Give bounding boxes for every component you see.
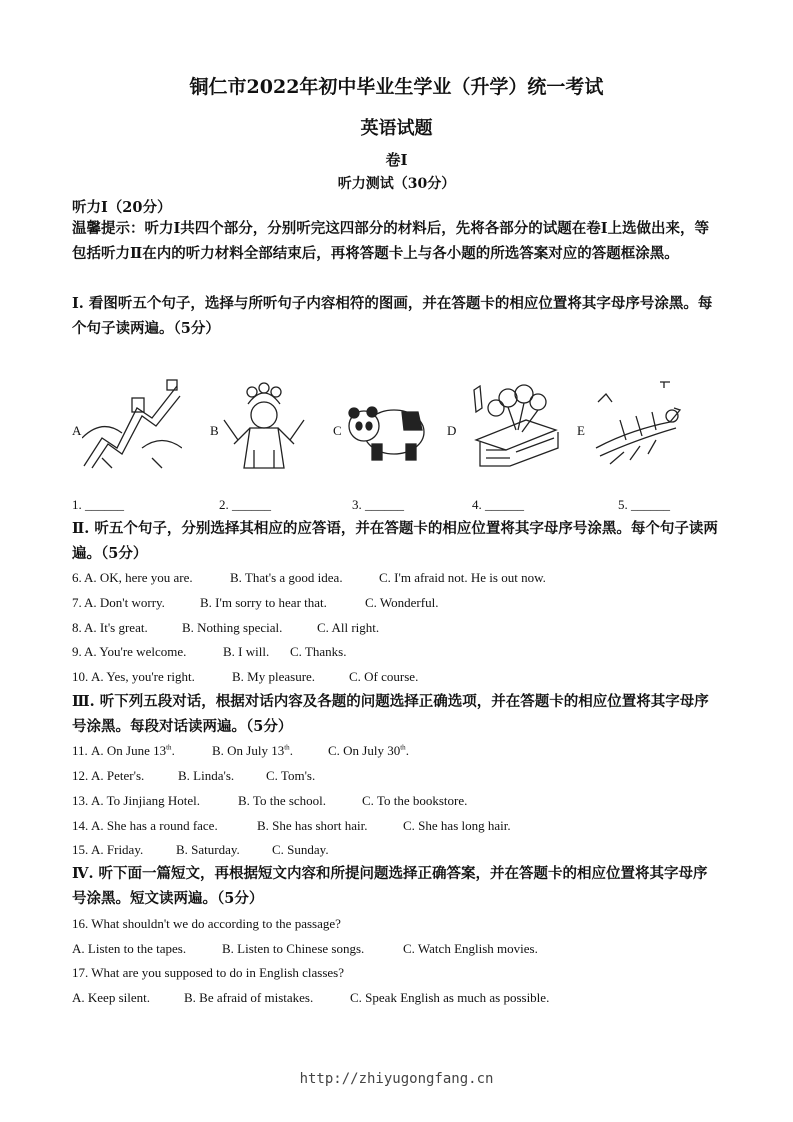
option-b[interactable]: B. She has short hair.	[257, 818, 368, 833]
section1-instruction: Ⅰ. 看图听五个句子，选择与所听句子内容相符的图画，并在答题卡的相应位置将其字母序号涂黑。每个句子读两遍。（5分）	[72, 295, 713, 337]
option-c-period: .	[405, 743, 409, 758]
great-wall-icon	[82, 378, 182, 470]
option-b[interactable]: B. Be afraid of mistakes.	[184, 990, 314, 1005]
question-number: 13.	[72, 793, 89, 808]
exam-title: 铜仁市2022年初中毕业生学业（升学）统一考试	[189, 76, 604, 98]
section4-instruction: Ⅳ. 听下面一篇短文，再根据短文内容和所提问题选择正确答案，并在答题卡的相应位置将其字母序号涂黑。短文读两遍。（5分）	[72, 865, 708, 907]
option-c[interactable]: C. Thanks.	[290, 644, 347, 659]
option-b-text: B. On July 13	[212, 743, 285, 758]
option-a-text: A. On June 13	[91, 743, 167, 758]
option-b[interactable]: B. Nothing special.	[182, 620, 283, 635]
option-c-sup: th	[400, 743, 406, 752]
section2-instruction: Ⅱ. 听五个句子，分别选择其相应的应答语，并在答题卡的相应位置将其字母序号涂黑。每个句子读两遍。（5分）	[72, 520, 718, 562]
option-a[interactable]: A. Listen to the tapes.	[72, 941, 187, 956]
question-16-options	[72, 941, 538, 957]
option-a[interactable]: A. She has a round face.	[91, 818, 218, 833]
listening-one-heading: 听力Ⅰ（20分）	[72, 199, 172, 216]
option-c[interactable]: C. Watch English movies.	[403, 941, 538, 956]
question-10	[72, 669, 419, 685]
option-a-period: .	[171, 743, 175, 758]
option-b[interactable]: B. That's a good idea.	[230, 570, 343, 585]
question-9	[72, 644, 347, 660]
option-a[interactable]	[91, 743, 175, 759]
option-a[interactable]: A. Yes, you're right.	[91, 669, 195, 684]
blank-2[interactable]: 2. ______	[219, 497, 271, 512]
option-b[interactable]: B. I'm sorry to hear that.	[200, 595, 327, 610]
option-c[interactable]: C. Of course.	[349, 669, 419, 684]
question-7	[72, 595, 439, 611]
picture-label-d: D	[447, 423, 457, 438]
question-13	[72, 793, 468, 809]
option-a[interactable]: A. Keep silent.	[72, 990, 150, 1005]
option-b[interactable]: B. My pleasure.	[232, 669, 316, 684]
option-c[interactable]: C. To the bookstore.	[362, 793, 468, 808]
picture-label-a: A	[72, 423, 82, 438]
option-a[interactable]: A. Don't worry.	[84, 595, 165, 610]
question-8	[72, 620, 380, 636]
tip-paragraph: 温馨提示：听力Ⅰ共四个部分，分别听完这四部分的材料后，先将各部分的试题在卷Ⅰ上选做出来，等包括听力Ⅱ在内的听力材料全部结束后，再将答题卡上与各小题的所选答案对应的答题框涂黑。	[72, 220, 710, 262]
question-number: 11.	[72, 743, 88, 758]
question-number: 15.	[72, 842, 89, 857]
question-6	[72, 570, 546, 586]
option-a-sup: th	[166, 743, 172, 752]
option-c[interactable]: C. Speak English as much as possible.	[350, 990, 550, 1005]
tiananmen-icon	[466, 380, 562, 472]
question-number: 14.	[72, 818, 89, 833]
question-11	[72, 743, 409, 759]
section3-instruction: Ⅲ. 听下列五段对话，根据对话内容及各题的问题选择正确选项，并在答题卡的相应位置将其字母序号涂黑。每段对话读两遍。（5分）	[72, 693, 709, 735]
question-14	[72, 818, 511, 834]
option-b[interactable]: B. Linda's.	[178, 768, 235, 783]
option-c[interactable]: C. Tom's.	[266, 768, 316, 783]
option-b[interactable]: B. To the school.	[238, 793, 327, 808]
option-a[interactable]: A. To Jinjiang Hotel.	[91, 793, 200, 808]
question-17-options	[72, 990, 550, 1006]
option-c[interactable]: C. Sunday.	[272, 842, 329, 857]
option-a[interactable]: A. OK, here you are.	[84, 570, 193, 585]
option-b[interactable]: B. Saturday.	[176, 842, 240, 857]
question-number: 9.	[72, 644, 82, 659]
footer-url[interactable]: http://zhiyugongfang.cn	[299, 1071, 494, 1087]
option-c[interactable]: C. Wonderful.	[365, 595, 439, 610]
question-number: 7.	[72, 595, 82, 610]
option-c[interactable]: C. All right.	[317, 620, 380, 635]
opera-figure-icon	[220, 380, 308, 472]
question-12	[72, 768, 316, 784]
option-c[interactable]: C. I'm afraid not. He is out now.	[379, 570, 546, 585]
option-c[interactable]: C. She has long hair.	[403, 818, 511, 833]
blank-5[interactable]: 5. ______	[618, 497, 670, 512]
option-a[interactable]: A. You're welcome.	[84, 644, 187, 659]
option-b[interactable]	[212, 743, 293, 759]
listening-test-heading: 听力测试（30分）	[337, 176, 456, 192]
picture-label-c: C	[333, 423, 342, 438]
option-b-sup: th	[284, 743, 290, 752]
question-15	[72, 842, 329, 858]
panda-icon	[344, 400, 434, 464]
question-number: 10.	[72, 669, 89, 684]
question-16-text: 16. What shouldn't we do according to the passage?	[72, 916, 341, 931]
option-a[interactable]: A. Peter's.	[91, 768, 145, 783]
exam-subtitle: 英语试题	[360, 118, 433, 139]
option-c[interactable]	[328, 743, 409, 759]
dragon-boat-icon	[590, 380, 686, 472]
option-c-text: C. On July 30	[328, 743, 401, 758]
blank-3[interactable]: 3. ______	[352, 497, 404, 512]
question-number: 12.	[72, 768, 89, 783]
option-b[interactable]: B. I will.	[223, 644, 270, 659]
option-a[interactable]: A. Friday.	[91, 842, 144, 857]
question-17-text: 17. What are you supposed to do in English classes?	[72, 965, 344, 980]
volume-label: 卷Ⅰ	[385, 151, 408, 169]
blank-1[interactable]: 1. ______	[72, 497, 124, 512]
option-b-period: .	[289, 743, 293, 758]
question-number: 6.	[72, 570, 82, 585]
option-a[interactable]: A. It's great.	[84, 620, 148, 635]
option-b[interactable]: B. Listen to Chinese songs.	[222, 941, 365, 956]
question-number: 8.	[72, 620, 82, 635]
picture-label-e: E	[577, 423, 585, 438]
blank-4[interactable]: 4. ______	[472, 497, 524, 512]
picture-label-b: B	[210, 423, 219, 438]
